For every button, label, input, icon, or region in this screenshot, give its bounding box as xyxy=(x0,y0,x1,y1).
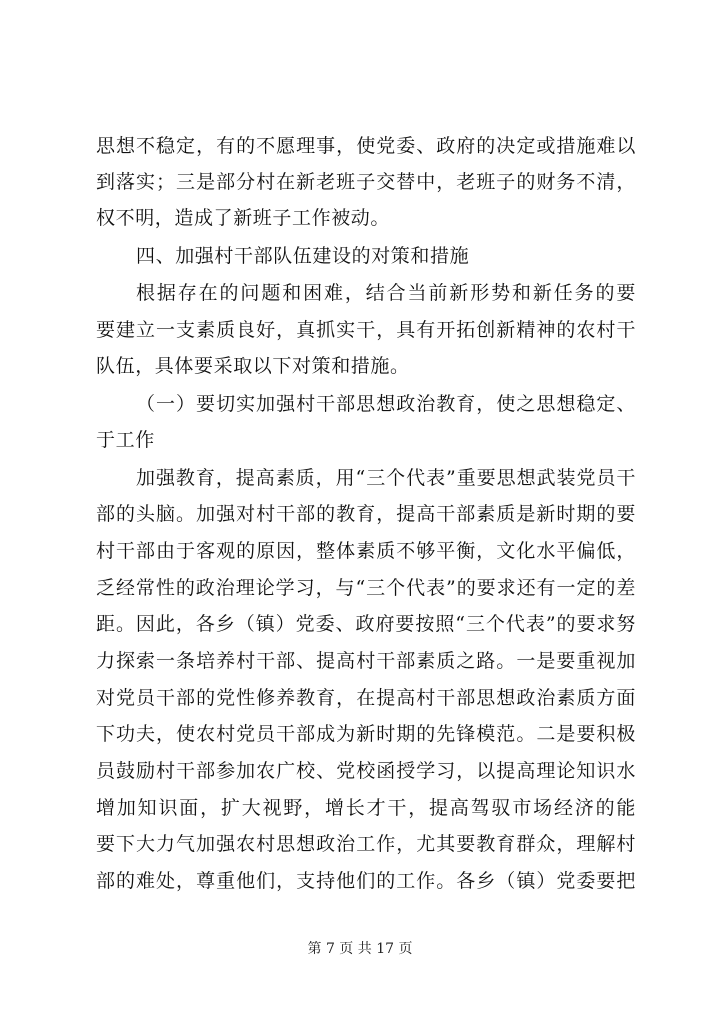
section-heading: 四、加强村干部队伍建设的对策和措施 xyxy=(136,245,470,267)
body-line: 队伍，具体要采取以下对策和措施。 xyxy=(96,355,410,377)
body-line: 员鼓励村干部参加农广校、党校函授学习，以提高理论知识水 xyxy=(96,760,636,782)
body-line: 要下大力气加强农村思想政治工作，尤其要教育群众，理解村 xyxy=(96,833,636,855)
body-line: 加强教育，提高素质，用“三个代表”重要思想武装党员干 xyxy=(136,467,636,489)
subsection-heading: （一）要切实加强村干部思想政治教育，使之思想稳定、 xyxy=(136,393,636,415)
body-line: 距。因此，各乡（镇）党委、政府要按照“三个代表”的要求努 xyxy=(96,613,636,635)
body-line: 村干部由于客观的原因，整体素质不够平衡，文化水平偏低， xyxy=(96,540,636,562)
body-line: 下功夫，使农村党员干部成为新时期的先锋模范。二是要积极 xyxy=(96,723,636,745)
subsection-heading-cont: 于工作 xyxy=(96,429,155,451)
body-line: 要建立一支素质良好，真抓实干，具有开拓创新精神的农村干 xyxy=(96,319,636,341)
body-line: 部的难处，尊重他们，支持他们的工作。各乡（镇）党委要把 xyxy=(96,870,636,892)
body-line: 增加知识面，扩大视野，增长才干，提高驾驭市场经济的能 xyxy=(96,797,636,819)
page-number-footer: 第 7 页 共 17 页 xyxy=(307,941,413,957)
body-line: 到落实；三是部分村在新老班子交替中，老班子的财务不清， xyxy=(96,171,636,193)
body-line: 思想不稳定，有的不愿理事，使党委、政府的决定或措施难以 xyxy=(96,135,636,157)
body-line: 力探索一条培养村干部、提高村干部素质之路。一是要重视加 xyxy=(96,650,636,672)
body-line: 乏经常性的政治理论学习，与“三个代表”的要求还有一定的差 xyxy=(96,577,636,599)
body-line: 部的头脑。加强对村干部的教育，提高干部素质是新时期的要 xyxy=(96,503,636,525)
body-line: 根据存在的问题和困难，结合当前新形势和新任务的要 xyxy=(136,282,636,304)
body-line: 对党员干部的党性修养教育，在提高村干部思想政治素质方面 xyxy=(96,687,636,709)
body-line: 权不明，造成了新班子工作被动。 xyxy=(96,207,391,229)
